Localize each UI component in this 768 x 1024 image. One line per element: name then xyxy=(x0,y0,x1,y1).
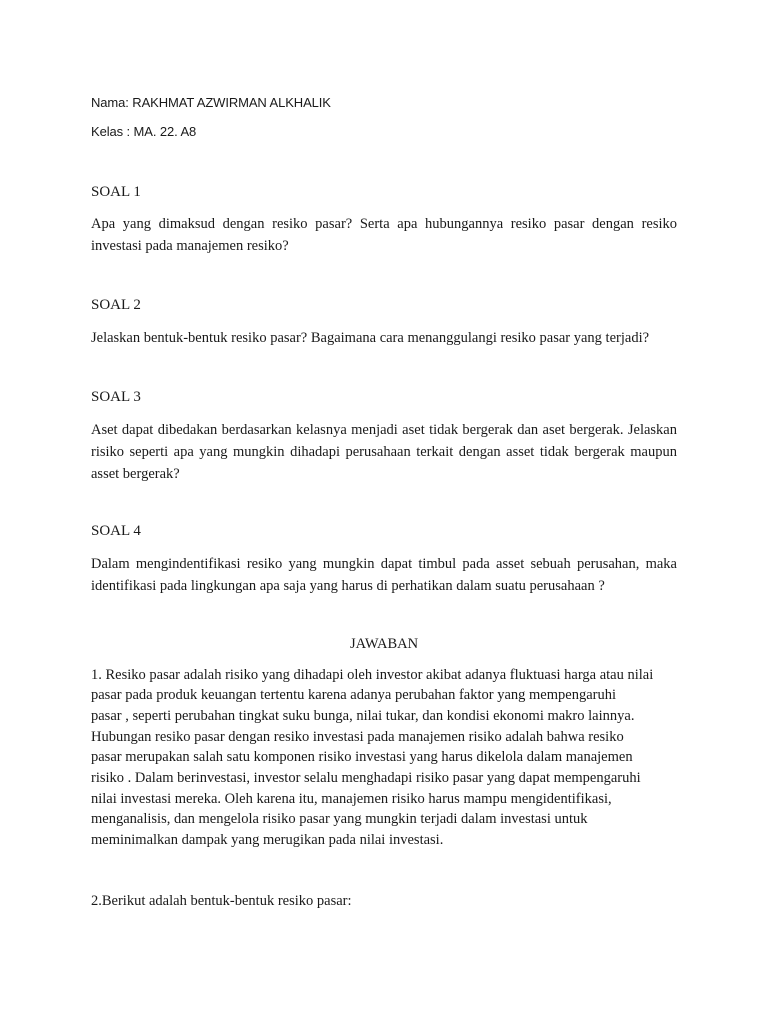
answer-1-line: Hubungan resiko pasar dengan resiko investasi pada manajemen risiko adalah bahwa resiko xyxy=(91,729,624,745)
answers-heading: JAWABAN xyxy=(349,636,419,652)
answer-1-line: menganalisis, dan mengelola risiko pasar yang mungkin terjadi dalam investasi untuk xyxy=(91,811,588,827)
answer-1-line: nilai investasi mereka. Oleh karena itu, manajemen risiko harus mampu mengidentifikasi, xyxy=(91,791,612,807)
answer-1-line: pasar merupakan salah satu komponen risiko investasi yang harus dikelola dalam manajemen xyxy=(91,749,633,765)
answer-1-line: meminimalkan dampak yang merugikan pada nilai investasi. xyxy=(91,832,444,848)
student-class: Kelas : MA. 22. A8 xyxy=(91,124,197,139)
question-4-text: Dalam mengindentifikasi resiko yang mungkin dapat timbul pada asset sebuah perusahan, maka identifikasi pada lingkungan apa saja yang harus di perhatikan dalam suatu perusahaan ? xyxy=(91,556,677,594)
question-3-text: Aset dapat dibedakan berdasarkan kelasnya menjadi aset tidak bergerak dan aset bergerak. Jelaskan risiko seperti apa yang mungkin dihadapi perusahaan terkait dengan asset tidak bergerak maupun asset bergerak? xyxy=(91,422,677,482)
answer-1-line: pasar pada produk keuangan tertentu karena adanya perubahan faktor yang mempengaruhi xyxy=(91,687,616,703)
question-2-text: Jelaskan bentuk-bentuk resiko pasar? Bagaimana cara menanggulangi resiko pasar yang terjadi? xyxy=(91,330,650,346)
question-2-title: SOAL 2 xyxy=(91,297,141,313)
question-1-text: Apa yang dimaksud dengan resiko pasar? Serta apa hubungannya resiko pasar dengan resiko investasi pada manajemen resiko? xyxy=(91,216,677,254)
question-3-title: SOAL 3 xyxy=(91,389,141,405)
answer-2-intro: 2.Berikut adalah bentuk-bentuk resiko pasar: xyxy=(91,893,352,909)
question-4-title: SOAL 4 xyxy=(91,523,141,539)
answer-1-line: pasar , seperti perubahan tingkat suku bunga, nilai tukar, dan kondisi ekonomi makro lainnya. xyxy=(91,708,635,724)
question-1-title: SOAL 1 xyxy=(91,184,141,200)
answer-1-line: risiko . Dalam berinvestasi, investor selalu menghadapi risiko pasar yang dapat mempengaruhi xyxy=(91,770,641,786)
answer-1-line: 1. Resiko pasar adalah risiko yang dihadapi oleh investor akibat adanya fluktuasi harga atau nilai xyxy=(91,667,654,683)
student-name: Nama: RAKHMAT AZWIRMAN ALKHALIK xyxy=(91,95,331,110)
